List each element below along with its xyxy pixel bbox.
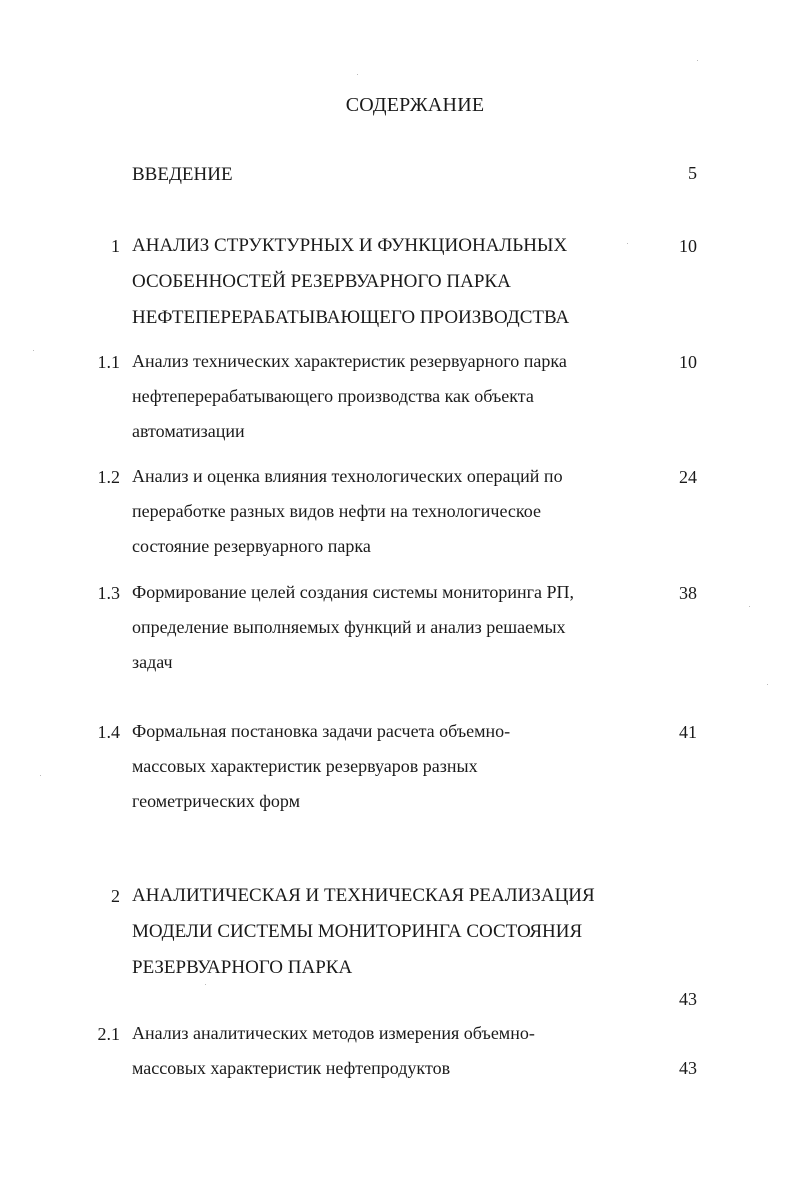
scan-speck — [767, 684, 768, 685]
toc-entry-line: задач — [132, 652, 173, 672]
toc-page-number: 43 — [679, 989, 697, 1009]
toc-entry-line: переработке разных видов нефти на технологическое — [132, 501, 541, 521]
toc-page-number: 5 — [688, 163, 697, 183]
toc-entry-line: МОДЕЛИ СИСТЕМЫ МОНИТОРИНГА СОСТОЯНИЯ — [132, 921, 583, 942]
toc-page-number: 10 — [679, 352, 697, 372]
toc-entry-1-1 — [132, 344, 612, 449]
toc-entry-1-4 — [132, 714, 612, 819]
toc-section-number: 1.3 — [97, 583, 120, 603]
toc-section-number: 1.2 — [97, 467, 120, 487]
toc-page-number: 10 — [679, 236, 697, 256]
toc-section-number: 2 — [111, 886, 120, 906]
toc-entry-1-2 — [132, 459, 612, 564]
toc-entry-line: Формирование целей создания системы мониторинга РП, — [132, 582, 575, 602]
toc-page-number: 43 — [679, 1058, 697, 1078]
toc-entry-line: массовых характеристик резервуаров разных — [132, 756, 478, 776]
scan-speck — [749, 606, 750, 607]
toc-entry-line: НЕФТЕПЕРЕРАБАТЫВАЮЩЕГО ПРОИЗВОДСТВА — [132, 307, 570, 328]
toc-entry-line: Анализ и оценка влияния технологических операций по — [132, 466, 563, 486]
toc-page-number: 24 — [679, 467, 697, 487]
toc-entry-line: Формальная постановка задачи расчета объемно- — [132, 721, 511, 741]
scan-speck — [40, 775, 41, 776]
scan-speck — [697, 60, 698, 61]
scan-speck — [33, 350, 34, 351]
toc-entry-line: геометрических форм — [132, 791, 301, 811]
scan-speck — [205, 984, 206, 985]
scan-speck — [357, 74, 358, 75]
toc-entry-line: ВВЕДЕНИЕ — [132, 164, 233, 185]
scan-speck — [627, 243, 628, 244]
page-title: СОДЕРЖАНИЕ — [345, 94, 485, 116]
toc-entry-line: автоматизации — [132, 421, 245, 441]
toc-page-number: 38 — [679, 583, 697, 603]
toc-section-number: 1.1 — [97, 352, 120, 372]
toc-entry-line: Анализ аналитических методов измерения объемно- — [132, 1023, 535, 1043]
toc-section-number: 1.4 — [97, 722, 120, 742]
toc-entry-1-3 — [132, 575, 612, 680]
toc-entry-line: Анализ технических характеристик резервуарного парка — [132, 351, 567, 371]
toc-entry-chapter-1 — [132, 228, 612, 336]
toc-entry-introduction — [132, 157, 612, 193]
toc-entry-chapter-2 — [132, 878, 612, 986]
toc-entry-2-1 — [132, 1016, 612, 1086]
toc-entry-line: нефтеперерабатывающего производства как объекта — [132, 386, 534, 406]
toc-entry-line: РЕЗЕРВУАРНОГО ПАРКА — [132, 957, 353, 978]
toc-entry-line: ОСОБЕННОСТЕЙ РЕЗЕРВУАРНОГО ПАРКА — [132, 271, 511, 292]
toc-section-number: 2.1 — [97, 1024, 120, 1044]
toc-entry-line: АНАЛИЗ СТРУКТУРНЫХ И ФУНКЦИОНАЛЬНЫХ — [132, 235, 568, 256]
toc-entry-line: АНАЛИТИЧЕСКАЯ И ТЕХНИЧЕСКАЯ РЕАЛИЗАЦИЯ — [132, 885, 595, 906]
toc-entry-line: состояние резервуарного парка — [132, 536, 371, 556]
toc-entry-line: определение выполняемых функций и анализ решаемых — [132, 617, 566, 637]
toc-page-number: 41 — [679, 722, 697, 742]
toc-section-number: 1 — [111, 236, 120, 256]
toc-entry-line: массовых характеристик нефтепродуктов — [132, 1058, 451, 1078]
